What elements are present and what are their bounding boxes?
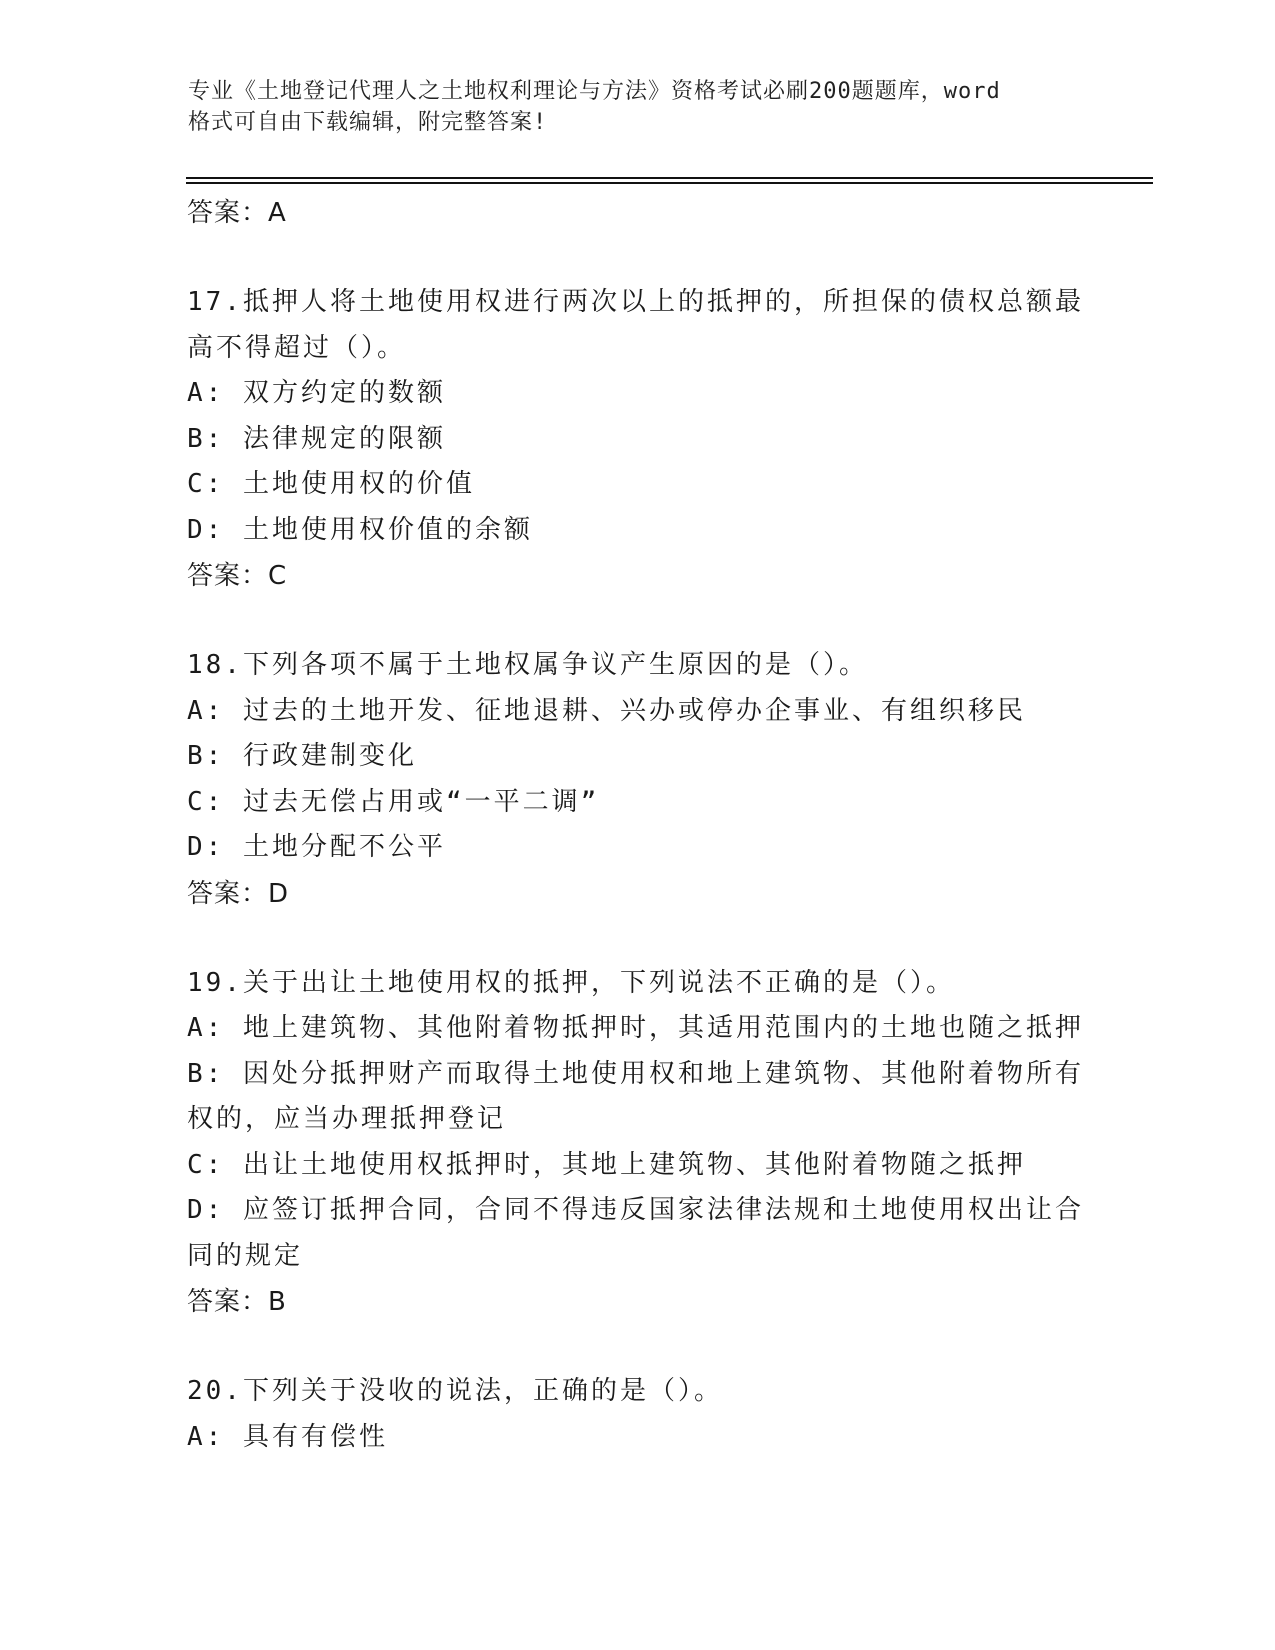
option-d: D: 土地使用权价值的余额 — [187, 514, 533, 545]
option-c: C: 土地使用权的价值 — [187, 469, 475, 499]
answer-line: 答案：A — [187, 198, 287, 228]
option-b: B: 法律规定的限额 — [187, 423, 446, 454]
question-list — [187, 190, 1087, 1460]
header-line-2: 格式可自由下载编辑，附完整答案! — [188, 110, 548, 135]
question-stem: 高不得超过（）。 — [187, 332, 407, 363]
question-item — [187, 961, 1087, 1326]
question-item — [187, 643, 1087, 917]
answer-line: 答案：C — [187, 561, 288, 591]
question-stem: 18.下列各项不属于土地权属争议产生原因的是（）。 — [187, 650, 868, 680]
document-header — [188, 76, 1068, 138]
option-a: A: 具有有偿性 — [187, 1421, 388, 1452]
answer-line: 答案：B — [187, 1287, 287, 1317]
option-c: C: 过去无偿占用或“一平二调” — [187, 786, 600, 817]
question-stem: 17.抵押人将土地使用权进行两次以上的抵押的，所担保的债权总额最 — [187, 287, 1084, 317]
option-a: A: 过去的土地开发、征地退耕、兴办或停办企事业、有组织移民 — [187, 695, 1026, 726]
option-d: D: 应签订抵押合同，合同不得违反国家法律法规和土地使用权出让合 — [187, 1195, 1084, 1225]
question-stem: 19.关于出让土地使用权的抵押，下列说法不正确的是（）。 — [187, 967, 955, 998]
option-d: D: 土地分配不公平 — [187, 832, 446, 862]
question-item — [187, 280, 1087, 599]
option-c: C: 出让土地使用权抵押时，其地上建筑物、其他附着物随之抵押 — [187, 1149, 1026, 1180]
option-b: B: 行政建制变化 — [187, 741, 417, 771]
question-stem: 20.下列关于没收的说法，正确的是（）。 — [187, 1376, 723, 1406]
spacer — [187, 1325, 1087, 1369]
spacer — [187, 917, 1087, 961]
option-b-continued: 权的，应当办理抵押登记 — [187, 1104, 507, 1134]
option-b: B: 因处分抵押财产而取得土地使用权和地上建筑物、其他附着物所有 — [187, 1058, 1084, 1089]
answer-line: 答案：D — [187, 878, 290, 909]
option-d-continued: 同的规定 — [187, 1240, 304, 1271]
header-divider — [186, 177, 1153, 179]
header-divider — [186, 182, 1153, 184]
spacer — [187, 236, 1087, 280]
header-line-1: 专业《土地登记代理人之土地权利理论与方法》资格考试必刷200题题库，word — [188, 79, 1001, 104]
spacer — [187, 599, 1087, 643]
option-a: A: 地上建筑物、其他附着物抵押时，其适用范围内的土地也随之抵押 — [187, 1013, 1084, 1043]
option-a: A: 双方约定的数额 — [187, 378, 446, 408]
question-item — [187, 1369, 1087, 1460]
